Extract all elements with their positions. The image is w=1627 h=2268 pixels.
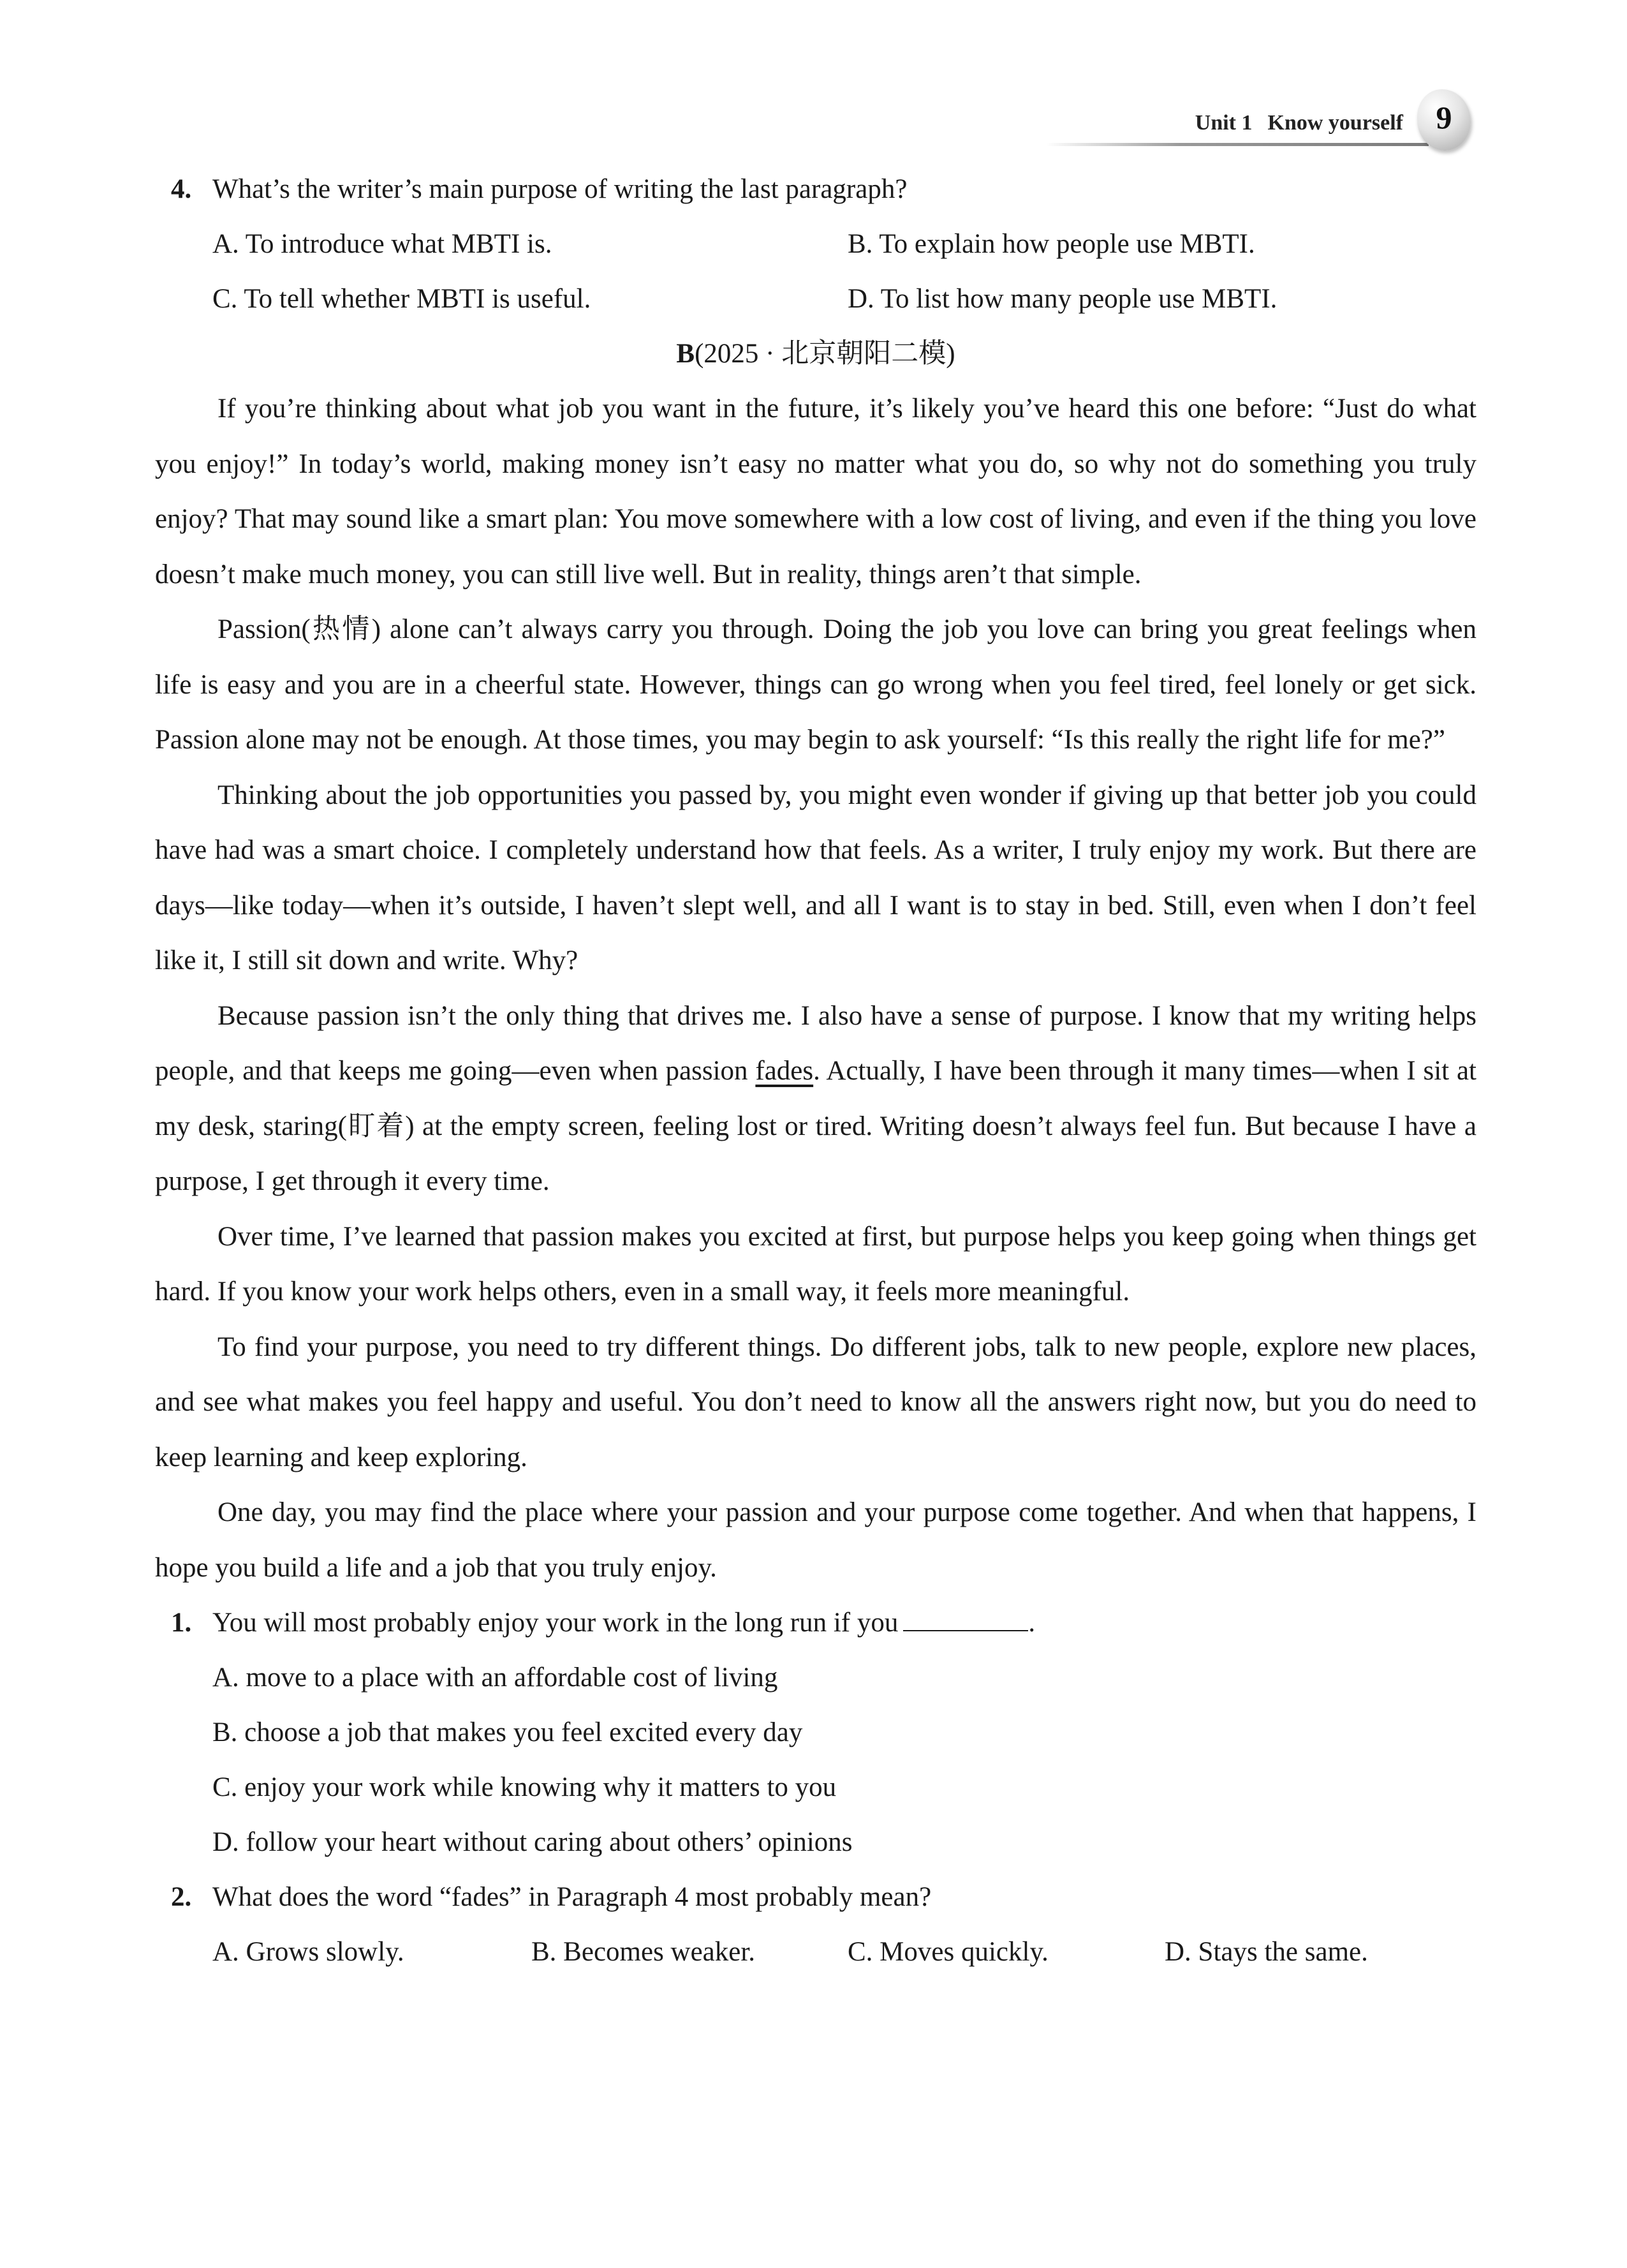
answer-blank xyxy=(903,1605,1028,1631)
passage-b-title xyxy=(155,327,1476,382)
question-2 xyxy=(155,1870,1476,1925)
question-number: 4. xyxy=(171,174,192,204)
option-a: A. Grows slowly. xyxy=(212,1937,404,1967)
option-b: B. Becomes weaker. xyxy=(531,1937,756,1967)
paragraph-4-start: Because passion isn’t the only thing that drives me. I also have a sense of purpose. I know that my writing helps people, and that keeps me going—even when passion xyxy=(155,1000,1476,1086)
passage-label: B xyxy=(676,339,695,369)
option-b: B. choose a job that makes you feel excited every day xyxy=(212,1717,803,1747)
page-content xyxy=(155,162,1476,1980)
paragraph-3: Thinking about the job opportunities you passed by, you might even wonder if giving up that better job you could have had was a smart choice. I completely understand how that feels. As a writer, I truly enjoy my work. But there are days—like today—when it’s outside, I haven’t slept well, and all I want is to stay in bed. Still, even when I don’t feel like it, I still sit down and write. Why? xyxy=(155,780,1476,975)
question-stem: What does the word “fades” in Paragraph 4 most probably mean? xyxy=(212,1882,932,1912)
question-number: 2. xyxy=(171,1882,192,1912)
options-row xyxy=(155,272,1476,327)
question-number: 1. xyxy=(171,1608,192,1638)
paragraph-6: To find your purpose, you need to try different things. Do different jobs, talk to new people, explore new places, and see what makes you feel happy and useful. You don’t need to know all the answers right now, but you do need to keep learning and keep exploring. xyxy=(155,1331,1476,1472)
options-row xyxy=(155,217,1476,272)
unit-name: Know yourself xyxy=(1267,111,1403,135)
option-c: C. enjoy your work while knowing why it matters to you xyxy=(212,1772,837,1802)
option-a: A. move to a place with an affordable cost of living xyxy=(212,1663,778,1693)
page-header xyxy=(1046,89,1480,153)
page-number: 9 xyxy=(1417,89,1471,151)
question-1 xyxy=(155,1596,1476,1650)
paragraph-7: One day, you may find the place where your passion and your purpose come together. And when that happens, I hope you build a life and a job that you truly enjoy. xyxy=(155,1497,1476,1583)
passage-source: (2025 · 北京朝阳二模) xyxy=(695,339,955,369)
question-stem: What’s the writer’s main purpose of writing the last paragraph? xyxy=(212,174,908,204)
question-4 xyxy=(155,162,1476,217)
paragraph-4-end: . Actually, I have been through it many times—when I sit at my desk, staring(盯着) at the empty screen, feeling lost or tired. Writing doesn’t always feel fun. But because I have a purpose, I get through it every time. xyxy=(155,1056,1476,1196)
paragraph-1: If you’re thinking about what job you want in the future, it’s likely you’ve heard this one before: “Just do what you enjoy!” In today’s world, making money isn’t easy no matter what you do, so why not do something you truly enjoy? That may sound like a smart plan: You move somewhere with a low cost of living, and even if the thing you love doesn’t make much money, you can still live well. But in reality, things aren’t that simple. xyxy=(155,394,1476,589)
options-row xyxy=(155,1705,1476,1760)
option-b: B. To explain how people use MBTI. xyxy=(848,229,1255,259)
question-stem-end: . xyxy=(1028,1608,1036,1638)
underlined-word: fades xyxy=(755,1056,814,1086)
options-row xyxy=(155,1815,1476,1870)
header-rule xyxy=(1046,143,1429,146)
option-d: D. Stays the same. xyxy=(1165,1937,1368,1967)
paragraph-5: Over time, I’ve learned that passion makes you excited at first, but purpose helps you keep going when things get hard. If you know your work helps others, even in a small way, it feels more meaningful. xyxy=(155,1221,1476,1307)
paragraph-4 xyxy=(155,989,1476,1210)
question-stem-text: You will most probably enjoy your work in the long run if you xyxy=(212,1608,899,1638)
options-row xyxy=(155,1760,1476,1815)
option-c: C. Moves quickly. xyxy=(848,1937,1049,1967)
option-d: D. To list how many people use MBTI. xyxy=(848,284,1277,314)
option-a: A. To introduce what MBTI is. xyxy=(212,229,552,259)
options-row xyxy=(155,1650,1476,1705)
options-row xyxy=(155,1925,1476,1980)
unit-label: Unit 1 xyxy=(1195,111,1253,135)
unit-title xyxy=(1180,111,1403,135)
option-d: D. follow your heart without caring about others’ opinions xyxy=(212,1827,853,1857)
question-stem xyxy=(212,1596,1035,1650)
paragraph-2: Passion(热情) alone can’t always carry you through. Doing the job you love can bring you great feelings when life is easy and you are in a cheerful state. However, things can go wrong when you feel tired, feel lonely or get sick. Passion alone may not be enough. At those times, you may begin to ask yourself: “Is this really the right life for me?” xyxy=(155,614,1476,755)
option-c: C. To tell whether MBTI is useful. xyxy=(212,284,591,314)
